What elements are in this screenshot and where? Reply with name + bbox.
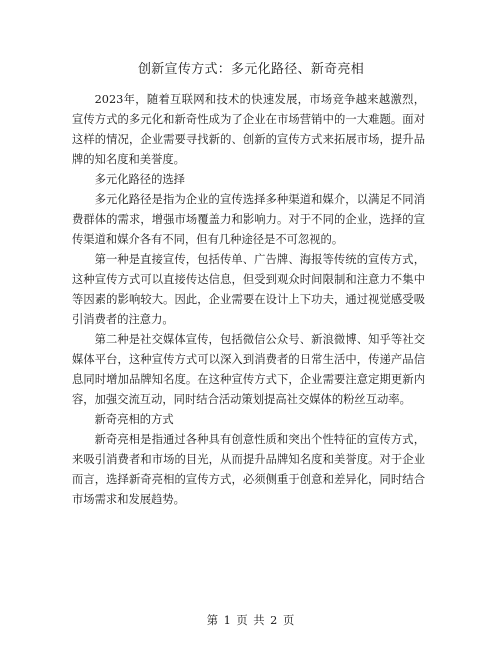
document-body	[72, 90, 425, 510]
intro-paragraph: 2023年，随着互联网和技术的快速发展，市场竞争越来越激烈，宣传方式的多元化和新奇性成为了企业在市场营销中的一大难题。面对这样的情况，企业需要寻找新的、创新的宣传方式来拓展市场，提升品牌的知名度和美誉度。	[72, 93, 425, 166]
page-number-footer: 第 1 页 共 2 页	[206, 614, 296, 627]
section-heading-novel-debut: 新奇亮相的方式	[94, 413, 174, 426]
paragraph-diversified-definition: 多元化路径是指为企业的宣传选择多种渠道和媒介，以满足不同消费群体的需求，增强市场覆盖力和影响力。对于不同的企业，选择的宣传渠道和媒介各有不同，但有几种途径是不可忽视的。	[72, 193, 425, 246]
paragraph-novel-debut: 新奇亮相是指通过各种具有创意性质和突出个性特征的宣传方式，来吸引消费者和市场的目光，从而提升品牌知名度和美誉度。对于企业而言，选择新奇亮相的宣传方式，必须侧重于创意和差异化，同时结合市场需求和发展趋势。	[72, 433, 425, 506]
paragraph-direct-promotion: 第一种是直接宣传，包括传单、广告牌、海报等传统的宣传方式，这种宣传方式可以直接传达信息，但受到观众时间限制和注意力不集中等因素的影响较大。因此，企业需要在设计上下功夫，通过视觉感受吸引消费者的注意力。	[72, 253, 425, 326]
section-heading-diversified-paths: 多元化路径的选择	[94, 173, 185, 186]
document-title: 创新宣传方式：多元化路径、新奇亮相	[137, 62, 365, 77]
paragraph-social-media: 第二种是社交媒体宣传，包括微信公众号、新浪微博、知乎等社交媒体平台，这种宣传方式可以深入到消费者的日常生活中，传递产品信息同时增加品牌知名度。在这种宣传方式下，企业需要注意定期更新内容，加强交流互动，同时结合活动策划提高社交媒体的粉丝互动率。	[72, 333, 425, 406]
